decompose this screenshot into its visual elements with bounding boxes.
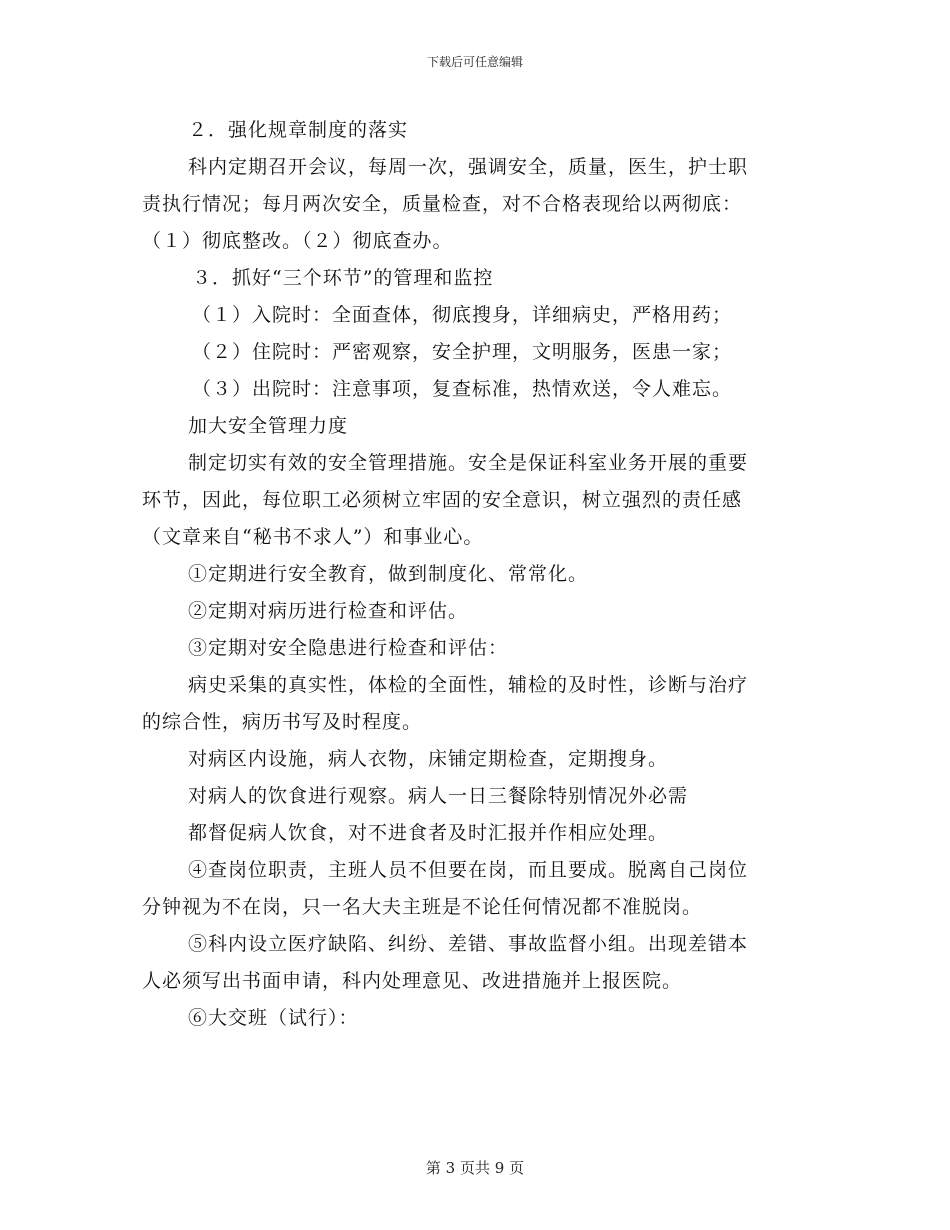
list-item: ④查岗位职责，主班人员不但要在岗，而且要成。脱离自己岗位 xyxy=(188,859,749,881)
paragraph-line: 病史采集的真实性，体检的全面性，辅检的及时性，诊断与治疗 xyxy=(188,674,749,696)
paragraph-line: 分钟视为不在岗，只一名大夫主班是不论任何情况都不准脱岗。 xyxy=(142,896,703,918)
paragraph-line: 环节，因此，每位职工必须树立牢固的安全意识，树立强烈的责任感 xyxy=(142,489,743,511)
list-item: （３）出院时：注意事项，复查标准，热情欢送，令人难忘。 xyxy=(192,378,733,400)
section-heading: 加大安全管理力度 xyxy=(188,415,349,437)
document-body xyxy=(142,112,812,1037)
page-header: 下载后可任意编辑 xyxy=(426,55,523,69)
paragraph-line: （１）彻底整改。（２）彻底查办。 xyxy=(142,230,453,252)
list-item: ②定期对病历进行检查和评估。 xyxy=(188,600,469,622)
list-item: （２）住院时：严密观察，安全护理，文明服务，医患一家； xyxy=(192,341,733,363)
paragraph-line: 对病人的饮食进行观察。病人一日三餐除特别情况外必需 xyxy=(188,785,689,807)
paragraph-line: 都督促病人饮食，对不进食者及时汇报并作相应处理。 xyxy=(188,822,669,844)
section-heading: ２．强化规章制度的落实 xyxy=(188,119,409,141)
paragraph-line: 人必须写出书面申请，科内处理意见、改进措施并上报医院。 xyxy=(142,970,683,992)
paragraph-line: 制定切实有效的安全管理措施。安全是保证科室业务开展的重要 xyxy=(188,452,749,474)
list-item: ⑥大交班（试行）： xyxy=(188,1007,359,1029)
paragraph-line: 科内定期召开会议，每周一次，强调安全，质量，医生，护士职 xyxy=(188,156,749,178)
list-item: ⑤科内设立医疗缺陷、纠纷、差错、事故监督小组。出现差错本 xyxy=(188,933,749,955)
paragraph-line: （文章来自“秘书不求人”）和事业心。 xyxy=(142,526,484,548)
page-footer: 第 3 页共 9 页 xyxy=(425,1159,525,1177)
paragraph-line: 对病区内设施，病人衣物，床铺定期检查，定期搜身。 xyxy=(188,748,669,770)
section-heading: ３．抓好“三个环节”的管理和监控 xyxy=(192,267,494,289)
paragraph-line: 的综合性，病历书写及时程度。 xyxy=(142,711,423,733)
list-item: ①定期进行安全教育，做到制度化、常常化。 xyxy=(188,563,589,585)
list-item: ③定期对安全隐患进行检查和评估： xyxy=(188,637,509,659)
paragraph-line: 责执行情况；每月两次安全，质量检查，对不合格表现给以两彻底： xyxy=(142,193,743,215)
list-item: （１）入院时：全面查体，彻底搜身，详细病史，严格用药； xyxy=(192,304,733,326)
